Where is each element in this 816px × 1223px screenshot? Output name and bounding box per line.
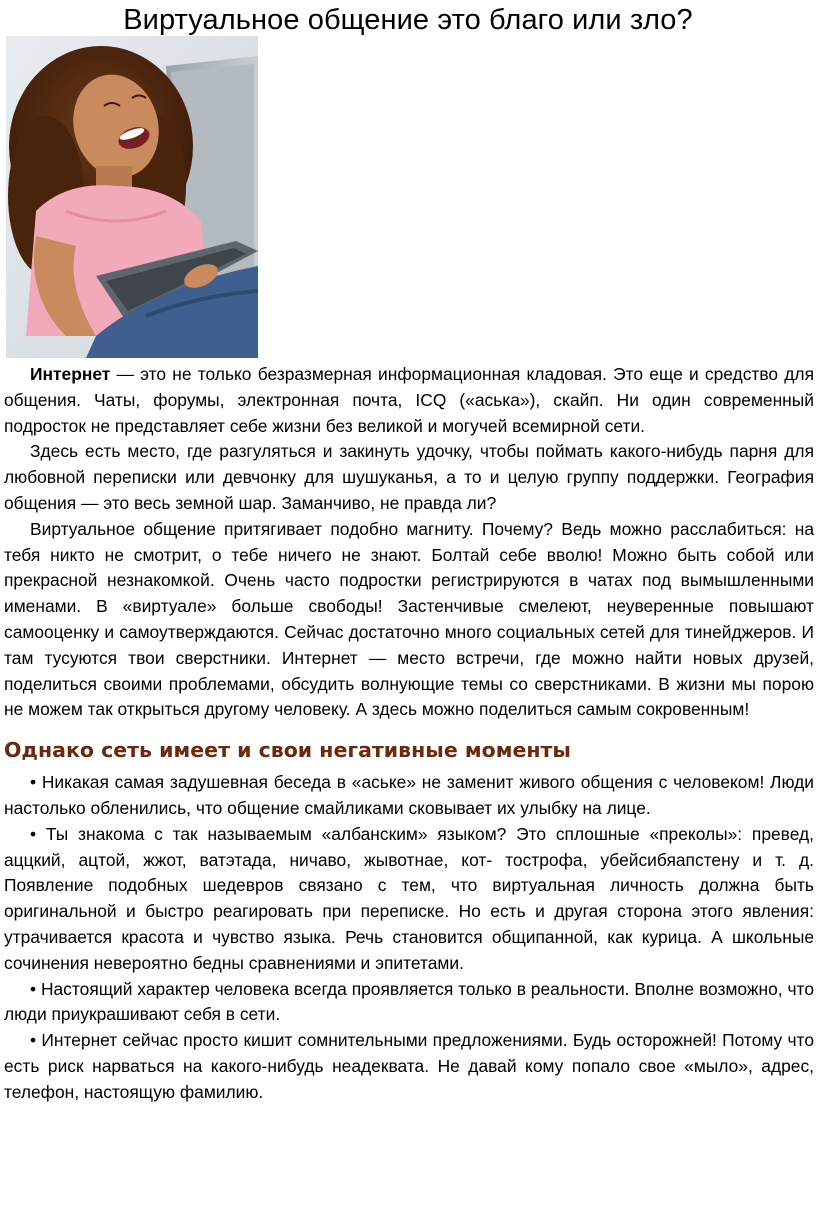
intro-term: Интернет (30, 364, 111, 384)
page-title: Виртуальное общение это благо или зло? (123, 4, 693, 36)
girl-with-laptop-photo (6, 36, 258, 358)
bullet-paragraph: • Интернет сейчас просто кишит сомнительными предложениями. Будь осторожней! Потому что есть риск нарваться на какого-нибудь неадеквата. Не давай кому попало свое «мыло», адрес, телефон, настоящую фамилию. (4, 1030, 814, 1102)
article-body (4, 362, 814, 1106)
section-heading: Однако сеть имеет и свои негативные моменты (4, 738, 571, 763)
bullet-paragraph: • Никакая самая задушевная беседа в «аське» не заменит живого общения с человеком! Люди настолько обленились, что общение смайликами сковывает их улыбку на лице. (4, 772, 814, 818)
paragraph: Виртуальное общение притягивает подобно магниту. Почему? Ведь можно расслабиться: на тебя никто не смотрит, о тебе ничего не знают. Болтай себе вволю! Можно быть собой или прекрасной незнакомкой. Очень часто подростки регистрируются в чатах под вымышленными именами. В «виртуале» больше свободы! Застенчивые смелеют, неуверенные повышают самооценку и самоутверждаются. Сейчас достаточно много социальных сетей для тинейджеров. И там тусуются твои сверстники. Интернет — место встречи, где можно найти новых друзей, поделиться своими проблемами, обсудить волнующие темы со сверстниками. В жизни мы порою не можем так открыться другому человеку. А здесь можно поделиться самым сокровенным! (4, 518, 814, 720)
bullet-paragraph: • Настоящий характер человека всегда проявляется только в реальности. Вполне возможно, что люди приукрашивают себя в сети. (4, 978, 814, 1025)
paragraph: Здесь есть место, где разгуляться и закинуть удочку, чтобы поймать какого-нибудь парня для любовной переписки или девчонку для шушуканья, а то и целую группу поддержки. География общения — это весь земной шар. Заманчиво, не правда ли? (4, 441, 814, 513)
bullet-paragraph: • Ты знакома с так называемым «албанским» языком? Это сплошные «преколы»: превед, аццкий, ацтой, жжот, ватэтада, ничаво, жывотнае, кот- тострофа, убейсибяапстену и т. д. Появление подобных шедевров связано с тем, что виртуальная личность должна быть оригинальной и быстро реагировать при переписке. Но есть и другая сторона этого явления: утрачивается красота и чувство языка. Речь становится общипанной, как курица. А школьные сочинения невероятно бедны сравнениями и эпитетами. (4, 823, 814, 973)
intro-text: — это не только безразмерная информационная кладовая. Это еще и средство для общения. Чаты, форумы, электронная почта, ICQ («аська»), скайп. Ни один современный подросток не представляет себе жизни без великой и могучей всемирной сети. (4, 364, 814, 436)
intro-paragraph (4, 362, 814, 439)
